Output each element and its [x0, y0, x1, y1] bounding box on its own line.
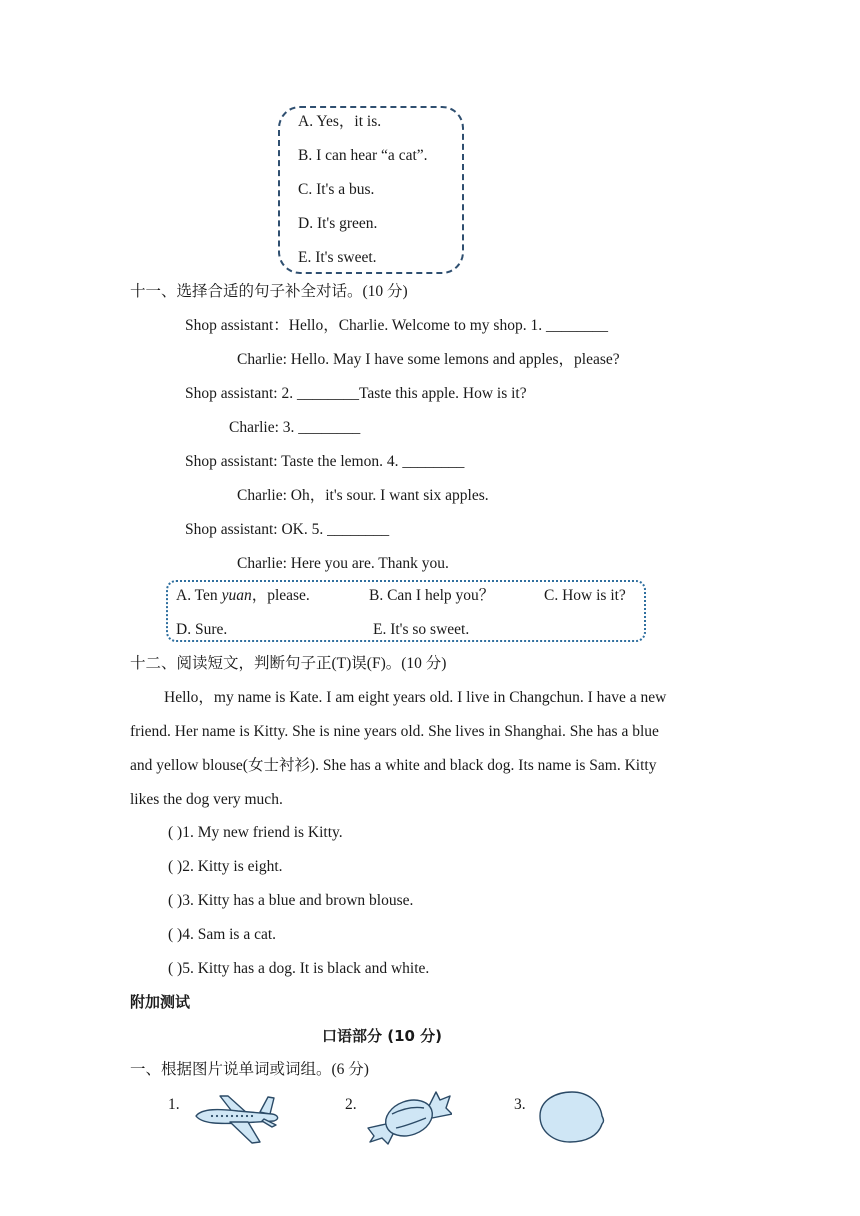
candy-icon: [366, 1088, 452, 1146]
dialog-option-d: D. Sure.: [176, 621, 228, 638]
option-b: B. I can hear “a cat”.: [298, 147, 428, 164]
option-e: E. It's sweet.: [298, 249, 377, 266]
passage-line-4: likes the dog very much.: [130, 791, 283, 808]
passage-line-3: and yellow blouse(女士衬衫). She has a white and black dog. Its name is Sam. Kitty: [130, 757, 657, 774]
passage-line-1: Hello，my name is Kate. I am eight years old. I live in Changchun. I have a new: [164, 689, 667, 706]
dialog-line-7: Shop assistant: OK. 5. ________: [185, 521, 390, 538]
lemon-icon: [536, 1090, 606, 1144]
tf-item-1: ( )1. My new friend is Kitty.: [168, 824, 343, 841]
pic-number-2: 2.: [345, 1096, 357, 1113]
tf-item-3: ( )3. Kitty has a blue and brown blouse.: [168, 892, 414, 909]
dialog-option-b: B. Can I help you？: [369, 587, 495, 604]
extra-heading: 附加测试: [130, 993, 191, 1011]
option-a: A. Yes，it is.: [298, 113, 382, 130]
dialog-line-4: Charlie: 3. ________: [229, 419, 361, 436]
section11-title: 十一、选择合适的句子补全对话。(10 分): [130, 283, 408, 300]
speaking-part-title: 口语部分 (10 分): [322, 1027, 443, 1045]
speaking-q1-title: 一、根据图片说单词或词组。(6 分): [130, 1061, 369, 1078]
dialog-line-3: Shop assistant: 2. ________Taste this apple. How is it?: [185, 385, 527, 402]
passage-line-2: friend. Her name is Kitty. She is nine years old. She lives in Shanghai. She has a blue: [130, 723, 659, 740]
tf-item-5: ( )5. Kitty has a dog. It is black and white.: [168, 960, 430, 977]
dialog-option-c: C. How is it?: [544, 587, 626, 604]
tf-item-2: ( )2. Kitty is eight.: [168, 858, 283, 875]
option-c: C. It's a bus.: [298, 181, 375, 198]
dialog-option-a: A. Ten yuan，please.: [176, 587, 310, 604]
dialog-line-6: Charlie: Oh，it's sour. I want six apples.: [237, 487, 489, 504]
pic-number-3: 3.: [514, 1096, 526, 1113]
option-d: D. It's green.: [298, 215, 378, 232]
section12-title: 十二、阅读短文，判断句子正(T)误(F)。(10 分): [130, 655, 447, 672]
tf-item-4: ( )4. Sam is a cat.: [168, 926, 277, 943]
dialog-line-2: Charlie: Hello. May I have some lemons and apples，please?: [237, 351, 620, 368]
dialog-line-1: Shop assistant：Hello，Charlie. Welcome to my shop. 1. ________: [185, 317, 608, 334]
dialog-line-8: Charlie: Here you are. Thank you.: [237, 555, 449, 572]
airplane-icon: [190, 1092, 284, 1146]
pic-number-1: 1.: [168, 1096, 180, 1113]
dialog-line-5: Shop assistant: Taste the lemon. 4. ________: [185, 453, 465, 470]
dialog-option-e: E. It's so sweet.: [373, 621, 470, 638]
